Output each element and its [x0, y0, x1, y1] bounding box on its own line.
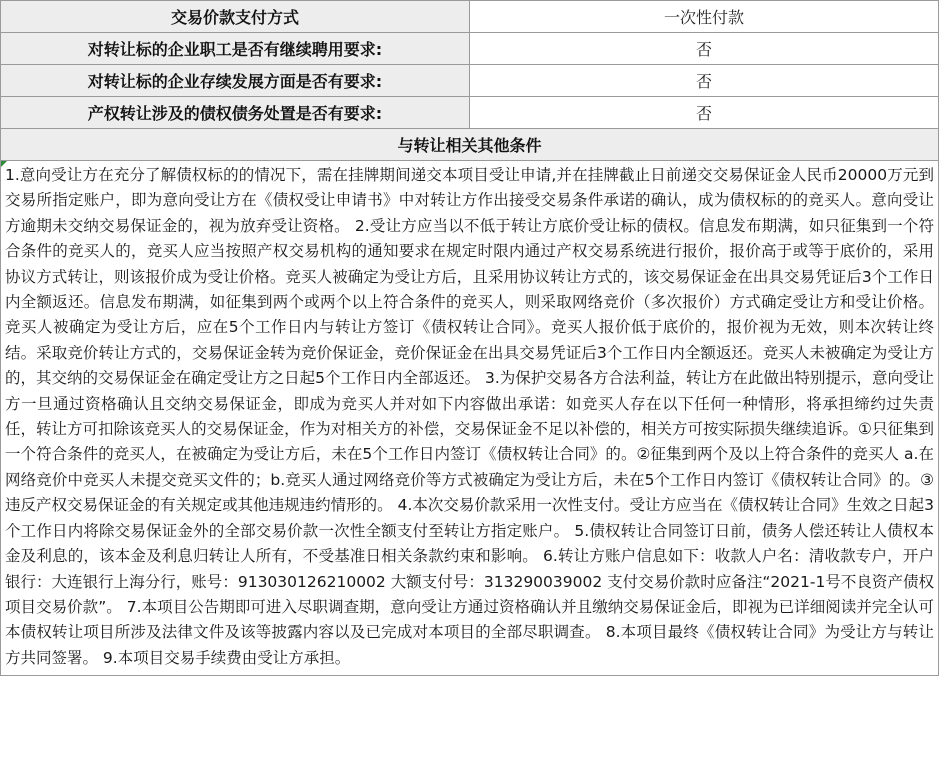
- employee-retention-label: 对转让标的企业职工是否有继续聘用要求:: [1, 33, 470, 65]
- payment-method-value: 一次性付款: [470, 1, 939, 33]
- table-row: [1, 129, 939, 161]
- other-conditions-text: 1.意向受让方在充分了解债权标的的情况下，需在挂牌期间递交本项目受让申请,并在挂牌截止日前递交交易保证金人民币20000万元到交易所指定账户，即为意向受让方在《债权受让申请书》中对转让方作出接受交易条件承诺的确认，成为债权标的的竞买人。意向受让方逾期未交纳交易保证金的，视为放弃受让资格。 2.受让方应当以不低于转让方底价受让标的债权。信息发布期满，如只征集到一个符合条件的竞买人的，竞买人应当按照产权交易机构的通知要求在规定时限内通过产权交易系统进行报价，报价高于或等于底价的，采用协议方式转让，则该报价成为受让价格。竞买人被确定为受让方后，且采用协议转让方式的，该交易保证金在出具交易凭证后3个工作日内全额返还。信息发布期满，如征集到两个或两个以上符合条件的竞买人，则采取网络竞价（多次报价）方式确定受让方和受让价格。竞买人被确定为受让方后，应在5个工作日内与转让方签订《债权转让合同》。竞买人报价低于底价的，报价视为无效，则本次转让终结。采取竞价转让方式的，交易保证金转为竞价保证金，竞价保证金在出具交易凭证后3个工作日内全额返还。竞买人未被确定为受让方的，其交纳的交易保证金在确定受让方之日起5个工作日内全部返还。 3.为保护交易各方合法利益，转让方在此做出特别提示，意向受让方一旦通过资格确认且交纳交易保证金，即成为竞买人并对如下内容做出承诺：如竞买人存在以下任何一种情形，将承担缔约过失责任，转让方可扣除该竞买人的交易保证金，作为对相关方的补偿，交易保证金不足以补偿的，相关方可按实际损失继续追诉。①只征集到一个符合条件的竞买人，在被确定为受让方后，未在5个工作日内签订《债权转让合同》的。②征集到两个及以上符合条件的竞买人 a.在网络竞价中竞买人未提交竞买文件的；b.竞买人通过网络竞价等方式被确定为受让方后，未在5个工作日内签订《债权转让合同》的。③违反产权交易保证金的有关规定或其他违规违约情形的。 4.本次交易价款采用一次性支付。受让方应当在《债权转让合同》生效之日起3个工作日内将除交易保证金外的全部交易价款一次性全额支付至转让方指定账户。 5.债权转让合同签订日前，债务人偿还转让人债权本金及利息的，该本金及利息归转让人所有，不受基准日相关条款约束和影响。 6.转让方账户信息如下：收款人户名：清收款专户，开户银行：大连银行上海分行，账号：913030126210002 大额支付号：313290039002 支付交易价款时应备注“2021-1号不良资产债权项目交易价款”。 7.本项目公告期即可进入尽职调查期，意向受让方通过资格确认并且缴纳交易保证金后，即视为已详细阅读并完全认可本债权转让项目所涉及法律文件及该等披露内容以及已完成对本项目的全部尽职调查。 8.本项目最终《债权转让合同》为受让方与转让方共同签署。 9.本项目交易手续费由受让方承担。: [5, 166, 934, 667]
- other-conditions-heading: 与转让相关其他条件: [1, 129, 939, 161]
- table-row: [1, 161, 939, 676]
- debt-disposal-value: 否: [470, 97, 939, 129]
- payment-method-label: 交易价款支付方式: [1, 1, 470, 33]
- enterprise-development-label: 对转让标的企业存续发展方面是否有要求:: [1, 65, 470, 97]
- cell-corner-marker: [1, 161, 7, 167]
- debt-disposal-label: 产权转让涉及的债权债务处置是否有要求:: [1, 97, 470, 129]
- other-conditions-cell: [1, 161, 939, 676]
- table-row: [1, 1, 939, 33]
- table-row: [1, 97, 939, 129]
- table-row: [1, 65, 939, 97]
- table-row: [1, 33, 939, 65]
- employee-retention-value: 否: [470, 33, 939, 65]
- enterprise-development-value: 否: [470, 65, 939, 97]
